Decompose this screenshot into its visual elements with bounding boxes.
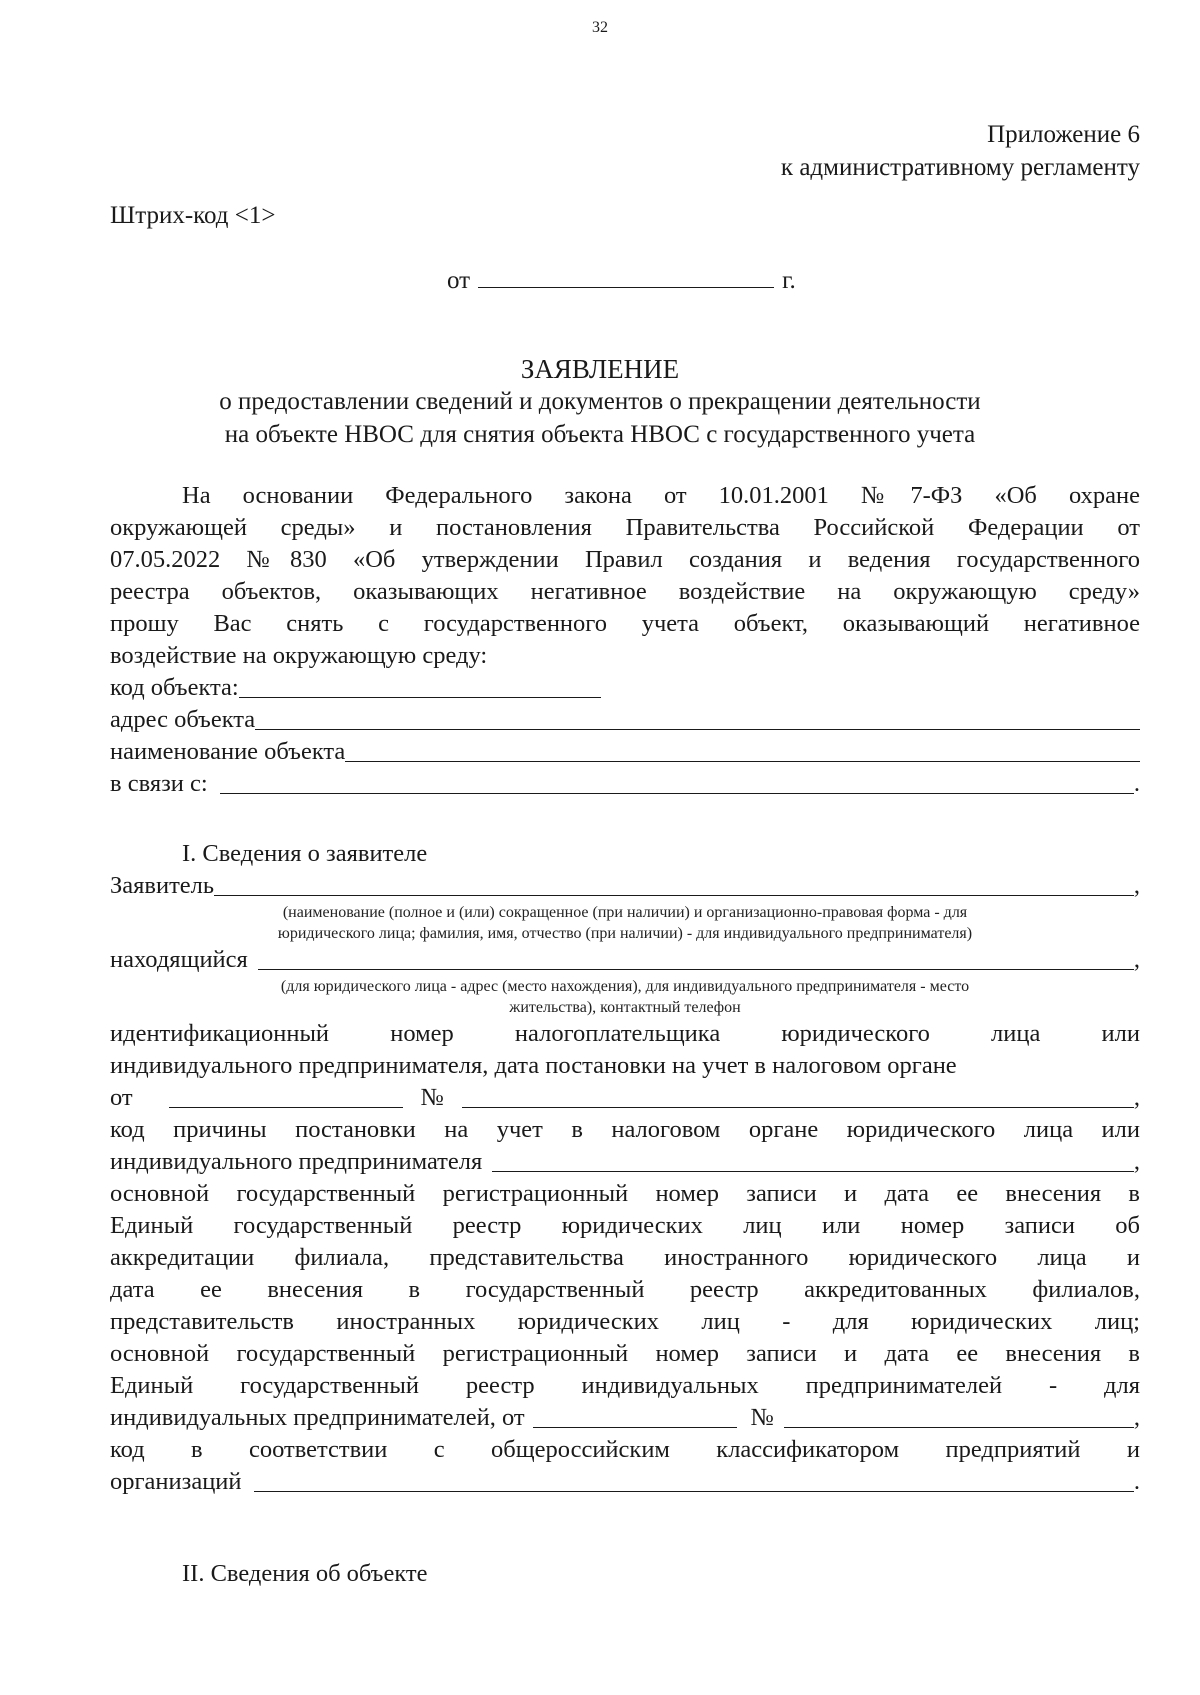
ogrn-line-4: дата ее внесения в государственный реестр аккредитованных филиалов, xyxy=(110,1276,1140,1303)
intro-line-1: На основании Федерального закона от 10.01.2001 №7-ФЗ «Об охране xyxy=(182,482,1140,509)
located-comma: , xyxy=(1133,946,1140,973)
object-name-row xyxy=(110,736,1140,768)
document-subtitle xyxy=(0,385,1200,451)
kpp-line-1: код причины постановки на учет в налоговом органе юридического лица или xyxy=(110,1116,1140,1143)
subtitle-line-1: о предоставлении сведений и документов о прекращении деятельности xyxy=(219,388,981,415)
section-2-title: II. Сведения об объекте xyxy=(182,1560,428,1587)
appendix-header xyxy=(781,118,1140,184)
applicant-note-line-1: (наименование (полное и (или) сокращенное (при наличии) и организационно-правовая форма - для xyxy=(282,904,968,921)
okpo-row xyxy=(110,1466,1140,1498)
ogrnip-comma: , xyxy=(1133,1404,1140,1431)
located-note-line-1: (для юридического лица - адрес (место нахождения), для индивидуального предпринимателя - место xyxy=(280,978,970,995)
object-code-row xyxy=(110,672,1140,704)
ogrnip-row xyxy=(110,1402,1140,1434)
object-name-field[interactable] xyxy=(345,739,1140,762)
object-address-field[interactable] xyxy=(255,707,1140,730)
okpo-line-1: код в соответствии с общероссийским классификатором предприятий и xyxy=(110,1436,1140,1463)
inn-number-field[interactable] xyxy=(462,1085,1134,1108)
appendix-line-1: Приложение 6 xyxy=(987,121,1140,148)
located-label: находящийся xyxy=(110,946,248,973)
reason-field[interactable] xyxy=(220,771,1134,794)
inn-from-label: от xyxy=(110,1084,133,1111)
intro-line-3: 07.05.2022 №830 «Об утверждении Правил создания и ведения государственного xyxy=(110,546,1140,573)
inn-row xyxy=(110,1082,1140,1114)
intro-line-2: окружающей среды» и постановления Правительства Российской Федерации от xyxy=(110,514,1140,541)
ogrn-line-3: аккредитации филиала, представительства иностранного юридического лица и xyxy=(110,1244,1140,1271)
ogrnip-from-label: индивидуальных предпринимателей, от xyxy=(110,1404,525,1431)
ogrn-line-6: основной государственный регистрационный номер записи и дата ее внесения в xyxy=(110,1340,1140,1367)
reason-row xyxy=(110,768,1140,800)
ogrnip-number-sign: № xyxy=(750,1404,775,1431)
subtitle-line-2: на объекте НВОС для снятия объекта НВОС с государственного учета xyxy=(224,421,976,448)
document-title: ЗАЯВЛЕНИЕ xyxy=(520,354,680,384)
inn-number-sign: № xyxy=(420,1084,445,1111)
date-suffix: г. xyxy=(782,267,796,294)
kpp-comma: , xyxy=(1133,1148,1140,1175)
located-row xyxy=(110,944,1140,976)
inn-comma: , xyxy=(1133,1084,1140,1111)
kpp-row xyxy=(110,1146,1140,1178)
date-from-label: от xyxy=(447,267,471,294)
okpo-period: . xyxy=(1133,1468,1140,1495)
kpp-line-2: индивидуального предпринимателя xyxy=(110,1148,483,1175)
date-line xyxy=(447,263,796,297)
object-code-field[interactable] xyxy=(239,675,601,698)
object-name-label: наименование объекта xyxy=(110,738,346,765)
ogrnip-number-field[interactable] xyxy=(784,1405,1134,1428)
ogrn-line-2: Единый государственный реестр юридических лиц или номер записи об xyxy=(110,1212,1140,1239)
appendix-line-2: к административному регламенту xyxy=(780,154,1140,181)
okpo-field[interactable] xyxy=(254,1469,1134,1492)
reason-period: . xyxy=(1133,770,1140,797)
located-note xyxy=(110,976,1140,1018)
ogrnip-date-field[interactable] xyxy=(533,1405,737,1428)
intro-line-6: воздействие на окружающую среду: xyxy=(110,642,488,669)
applicant-comma: , xyxy=(1133,872,1140,899)
barcode-label: Штрих-код <1> xyxy=(110,202,276,229)
object-address-label: адрес объекта xyxy=(110,706,256,733)
applicant-note xyxy=(110,902,1140,944)
applicant-label: Заявитель xyxy=(110,872,215,899)
intro-line-5: прошу Вас снять с государственного учета объект, оказывающий негативное xyxy=(110,610,1140,637)
okpo-line-2: организаций xyxy=(110,1468,242,1495)
ogrn-line-5: представительств иностранных юридических лиц - для юридических лиц; xyxy=(110,1308,1140,1335)
ogrn-line-7: Единый государственный реестр индивидуальных предпринимателей - для xyxy=(110,1372,1140,1399)
object-address-row xyxy=(110,704,1140,736)
object-code-label: код объекта: xyxy=(110,674,239,701)
applicant-note-line-2: юридического лица; фамилия, имя, отчество (при наличии) - для индивидуального предпринимателя) xyxy=(277,925,973,942)
reason-label: в связи с: xyxy=(110,770,208,797)
located-note-line-2: жительства), контактный телефон xyxy=(509,999,741,1016)
section-1-title: I. Сведения о заявителе xyxy=(182,840,428,867)
located-field[interactable] xyxy=(258,947,1134,970)
page-number: 32 xyxy=(592,19,608,36)
inn-line-1: идентификационный номер налогоплательщика юридического лица или xyxy=(110,1020,1140,1047)
applicant-field[interactable] xyxy=(214,873,1134,896)
ogrn-line-1: основной государственный регистрационный номер записи и дата ее внесения в xyxy=(110,1180,1140,1207)
intro-line-4: реестра объектов, оказывающих негативное воздействие на окружающую среду» xyxy=(110,578,1140,605)
applicant-row xyxy=(110,870,1140,902)
form-body xyxy=(110,480,1140,1590)
inn-line-2: индивидуального предпринимателя, дата постановки на учет в налоговом органе xyxy=(110,1052,957,1079)
date-field[interactable] xyxy=(478,263,774,288)
inn-date-field[interactable] xyxy=(169,1085,403,1108)
kpp-field[interactable] xyxy=(492,1149,1134,1172)
